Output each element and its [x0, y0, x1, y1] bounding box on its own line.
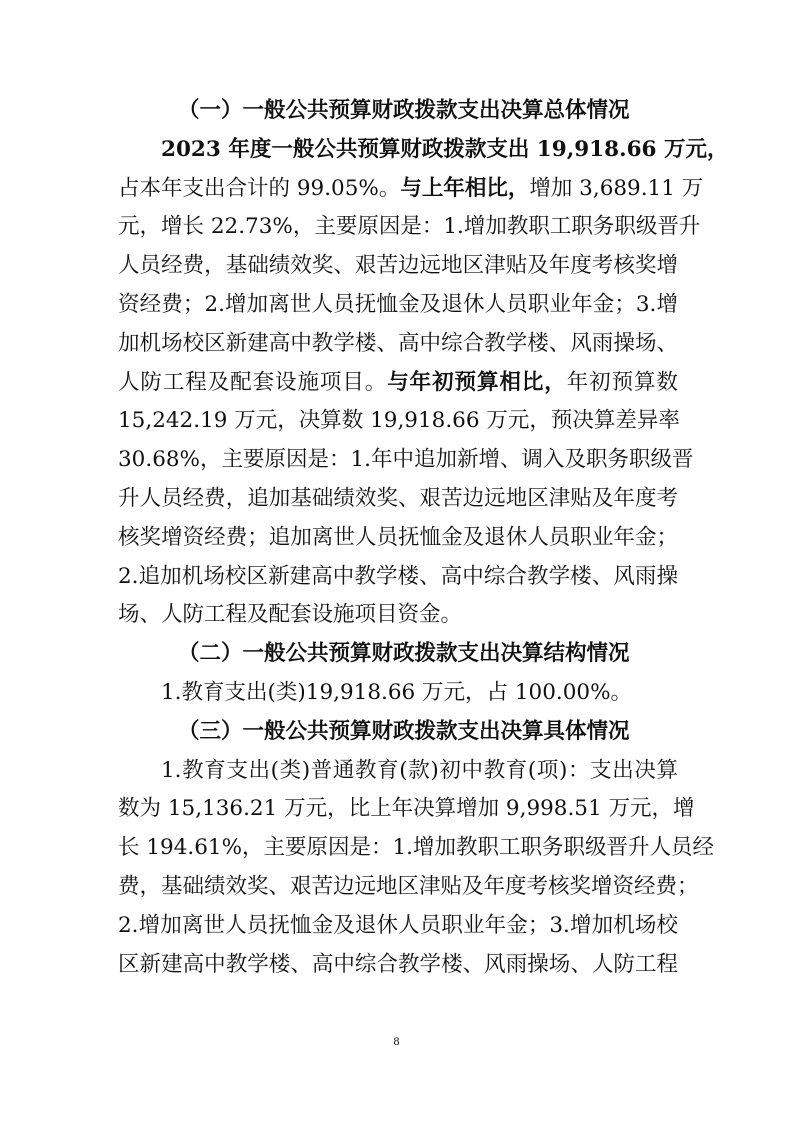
bold-lead-text: 与年初预算相比， [387, 369, 567, 395]
section-heading-1: （一）一般公共预算财政拨款支出决算总体情况 [178, 98, 630, 123]
text-span: 人防工程及配套设施项目。 [118, 369, 388, 395]
paragraph-line: 元，增长 22.73%，主要原因是：1.增加教职工职务职级晋升 [118, 214, 701, 240]
paragraph-line: 1.教育支出(类)普通教育(款)初中教育(项)：支出决算 [161, 757, 678, 783]
paragraph-line: 资经费；2.增加离世人员抚恤金及退休人员职业年金；3.增 [118, 291, 678, 317]
section-heading-2: （二）一般公共预算财政拨款支出决算结构情况 [178, 641, 630, 667]
section-heading-3: （三）一般公共预算财政拨款支出决算具体情况 [178, 718, 630, 744]
paragraph-line: 30.68%，主要原因是：1.年中追加新增、调入及职务职级晋 [118, 447, 694, 473]
paragraph-line: 加机场校区新建高中教学楼、高中综合教学楼、风雨操场、 [118, 330, 678, 356]
paragraph-structure [118, 674, 678, 713]
paragraph-line: 人员经费，基础绩效奖、艰苦边远地区津贴及年度考核奖增 [118, 253, 678, 279]
paragraph-line: 数为 15,136.21 万元，比上年决算增加 9,998.51 万元，增 [118, 796, 695, 822]
paragraph-line: 2.增加离世人员抚恤金及退休人员职业年金；3.增加机场校 [118, 912, 678, 938]
text-span: 增加 3,689.11 万 [529, 175, 704, 201]
paragraph-line: 费，基础绩效奖、艰苦边远地区津贴及年度考核奖增资经费； [118, 873, 699, 899]
paragraph-overall [118, 131, 729, 635]
page-number: 8 [393, 1034, 400, 1048]
paragraph-line: 1.教育支出(类)19,918.66 万元，占 100.00%。 [161, 679, 633, 705]
paragraph-detail [118, 752, 715, 985]
paragraph-line [118, 131, 729, 170]
paragraph-line [118, 364, 678, 403]
document-body [118, 92, 729, 984]
text-span: 占本年支出合计的 99.05%。 [118, 175, 401, 201]
paragraph-line: 15,242.19 万元，决算数 19,918.66 万元，预决算差异率 [118, 408, 680, 434]
text-span: 年初预算数 [566, 369, 678, 395]
paragraph-line: 2.追加机场校区新建高中教学楼、高中综合教学楼、风雨操 [118, 563, 678, 589]
paragraph-line: 核奖增资经费；追加离世人员抚恤金及退休人员职业年金； [118, 524, 678, 550]
paragraph-line: 区新建高中教学楼、高中综合教学楼、风雨操场、人防工程 [118, 951, 678, 977]
paragraph-line: 长 194.61%，主要原因是：1.增加教职工职务职级晋升人员经 [118, 835, 715, 861]
paragraph-line: 场、人防工程及配套设施项目资金。 [118, 602, 463, 628]
paragraph-line [118, 170, 704, 209]
paragraph-line: 升人员经费，追加基础绩效奖、艰苦边远地区津贴及年度考 [118, 485, 678, 511]
bold-lead-text: 与上年相比， [400, 175, 530, 201]
bold-lead-text: 2023 年度一般公共预算财政拨款支出 19,918.66 万元， [161, 136, 729, 162]
